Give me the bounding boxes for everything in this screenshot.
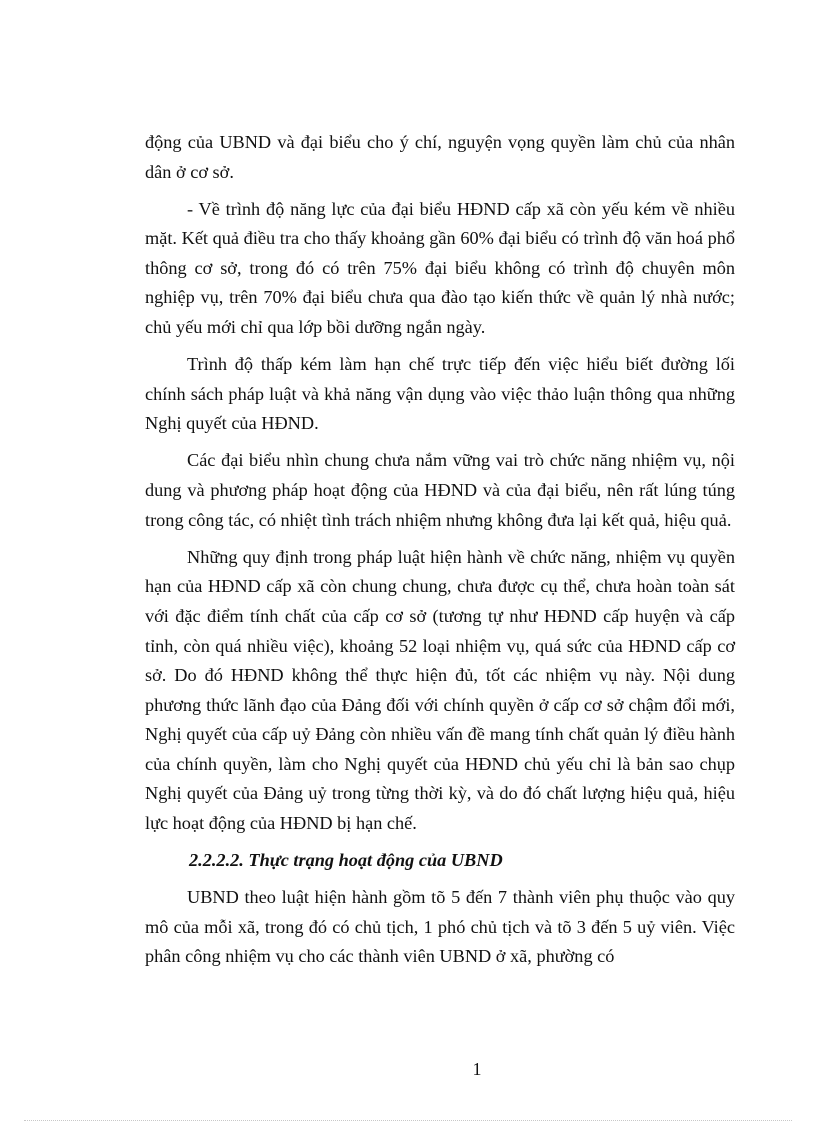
paragraph-ubnd-composition: UBND theo luật hiện hành gồm tõ 5 đến 7 thành viên phụ thuộc vào quy mô của mỗi xã, trong đó có chủ tịch, 1 phó chủ tịch và tõ 3 đến 5 uỷ viên. Việc phân công nhiệm vụ cho các thành viên UBND ở xã, phường có <box>145 887 735 967</box>
paragraph-delegate-roles: Các đại biểu nhìn chung chưa nắm vững vai trò chức năng nhiệm vụ, nội dung và phương pháp hoạt động của HĐND và của đại biểu, nên rất lúng túng trong công tác, có nhiệt tình trách nhiệm nhưng không đưa lại kết quả, hiệu quả. <box>145 450 735 530</box>
body-text <box>145 128 735 980</box>
section-heading: 2.2.2.2. Thực trạng hoạt động của UBND <box>189 850 503 871</box>
paragraph-low-capacity: Trình độ thấp kém làm hạn chế trực tiếp đến việc hiểu biết đường lối chính sách pháp luật và khả năng vận dụng vào việc thảo luận thông qua những Nghị quyết của HĐND. <box>145 354 735 434</box>
paragraph-continuation: động của UBND và đại biểu cho ý chí, nguyện vọng quyền làm chủ của nhân dân ở cơ sở. <box>145 132 735 182</box>
paragraph-legal-regulations: Những quy định trong pháp luật hiện hành về chức năng, nhiệm vụ quyền hạn của HĐND cấp xã còn chung chung, chưa được cụ thể, chưa hoàn toàn sát với đặc điểm tính chất của cấp cơ sở (tương tự như HĐND cấp huyện và cấp tỉnh, còn quá nhiều việc), khoảng 52 loại nhiệm vụ, quá sức của HĐND cấp cơ sở. Do đó HĐND không thể thực hiện đủ, tốt các nhiệm vụ này. Nội dung phương thức lãnh đạo của Đảng đối với chính quyền ở cấp cơ sở chậm đổi mới, Nghị quyết của cấp uỷ Đảng còn nhiều vấn đề mang tính chất quản lý điều hành của chính quyền, làm cho Nghị quyết của HĐND chủ yếu chỉ là bản sao chụp Nghị quyết của Đảng uỷ trong từng thời kỳ, và do đó chất lượng hiệu quả, hiệu lực hoạt động của HĐND bị hạn chế. <box>145 546 735 834</box>
page-number: 1 <box>472 1059 482 1079</box>
paragraph-delegate-qualifications: - Về trình độ năng lực của đại biểu HĐND cấp xã còn yếu kém về nhiều mặt. Kết quả điều tra cho thấy khoảng gần 60% đại biểu có trình độ văn hoá phổ thông cơ sở, trong đó có trên 75% đại biểu không có trình độ chuyên môn nghiệp vụ, trên 70% đại biểu chưa qua đào tạo kiến thức về quản lý nhà nước; chủ yếu mới chỉ qua lớp bồi dưỡng ngắn ngày. <box>145 198 735 338</box>
page-bottom-divider <box>24 1120 792 1121</box>
